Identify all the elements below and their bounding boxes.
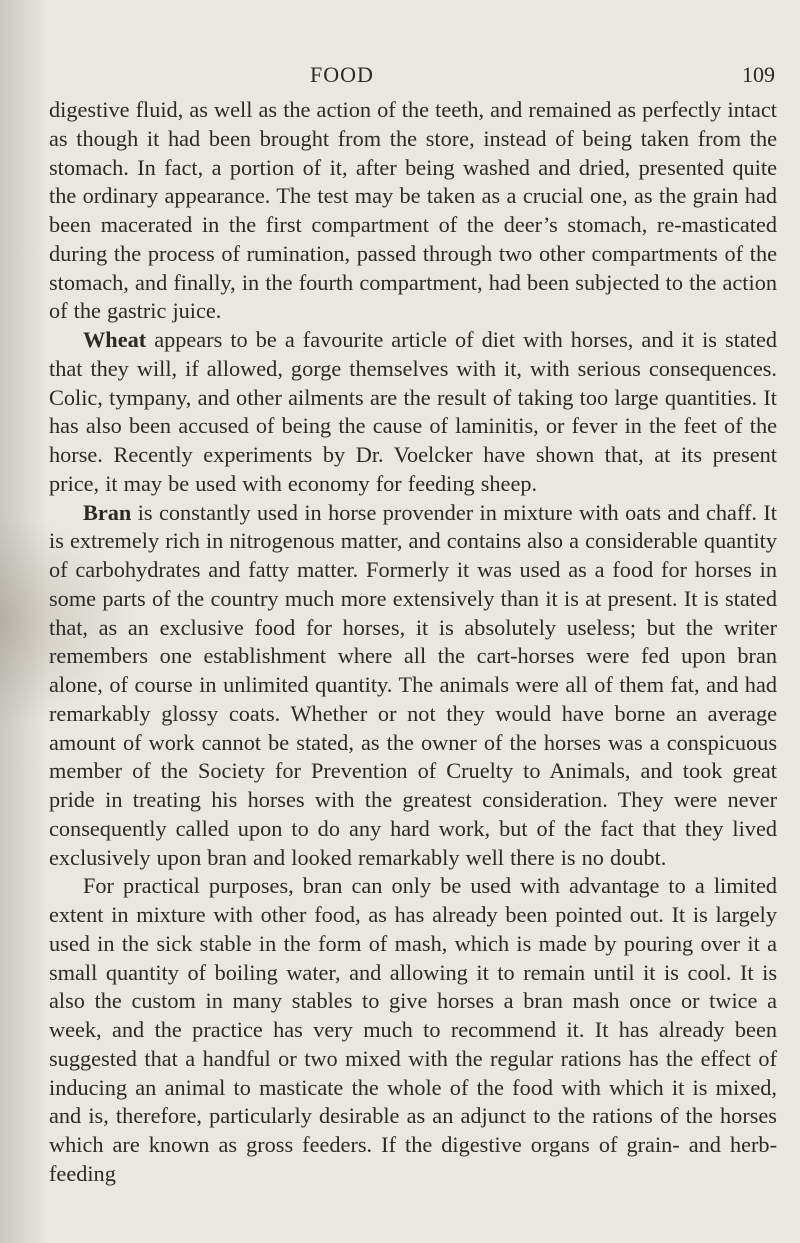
paragraph-practical-purposes bbox=[49, 872, 777, 1188]
running-head: FOOD bbox=[310, 62, 374, 87]
paragraph-continued bbox=[49, 96, 777, 326]
paragraph-text: is constantly used in horse provender in mixture with oats and chaff. It is extremely rich in nitrogenous matter, and contains also a considerable quantity of carbohydrates and fatty matter. Formerly it was used as a food for horses in some parts of the country much more extensively than it is at present. It is stated that, as an exclusive food for horses, it is absolutely useless; but the writer remembers one establishment where all the cart-horses were fed upon bran alone, of course in unlimited quantity. The animals were all of them fat, and had remarkably glossy coats. Whether or not they would have borne an average amount of work cannot be stated, as the owner of the horses was a conspicuous member of the Society for Prevention of Cruelty to Animals, and took great pride in treating his horses with the greatest consideration. They were never consequently called upon to do any hard work, but of the fact that they lived exclusively upon bran and looked remarkably well there is no doubt. bbox=[49, 499, 777, 870]
page-number: 109 bbox=[742, 62, 775, 87]
paragraph-wheat bbox=[49, 326, 777, 499]
paragraph-text: For practical purposes, bran can only be used with advantage to a limited extent in mixture with other food, as has already been pointed out. It is largely used in the sick stable in the form of mash, which is made by pouring over it a small quantity of boiling water, and allowing it to remain until it is cool. It is also the custom in many stables to give horses a bran mash once or twice a week, and the practice has very much to recommend it. It has already been suggested that a handful or two mixed with the regular rations has the effect of inducing an animal to masticate the whole of the food with which it is mixed, and is, therefore, particularly desirable as an adjunct to the rations of the horses which are known as gross feeders. If the digestive organs of grain- and herb-feeding bbox=[49, 873, 777, 1186]
paragraph-lead-term: Wheat bbox=[83, 327, 147, 352]
paragraph-text: digestive fluid, as well as the action of the teeth, and remained as perfectly intact as though it had been brought from the store, instead of being taken from the stomach. In fact, a portion of it, after being washed and dried, presented quite the ordinary appearance. The test may be taken as a crucial one, as the grain had been macerated in the first compartment of the deer’s stomach, re-masticated during the process of rumination, passed through two other compartments of the stomach, and finally, in the fourth compartment, had been subjected to the action of the gastric juice. bbox=[49, 97, 777, 324]
paragraph-lead-term: Bran bbox=[83, 499, 132, 525]
paragraph-text: appears to be a favourite article of diet with horses, and it is stated that they will, if allowed, gorge themselves with it, with serious consequences. Colic, tympany, and other ailments are the result of taking too large quantities. It has also been accused of being the cause of laminitis, or fever in the feet of the horse. Recently experiments by Dr. Voelcker have shown that, at its present price, it may be used with economy for feeding sheep. bbox=[49, 327, 777, 496]
body-text bbox=[49, 96, 777, 1189]
paragraph-bran bbox=[49, 499, 777, 873]
page-header bbox=[50, 62, 775, 92]
